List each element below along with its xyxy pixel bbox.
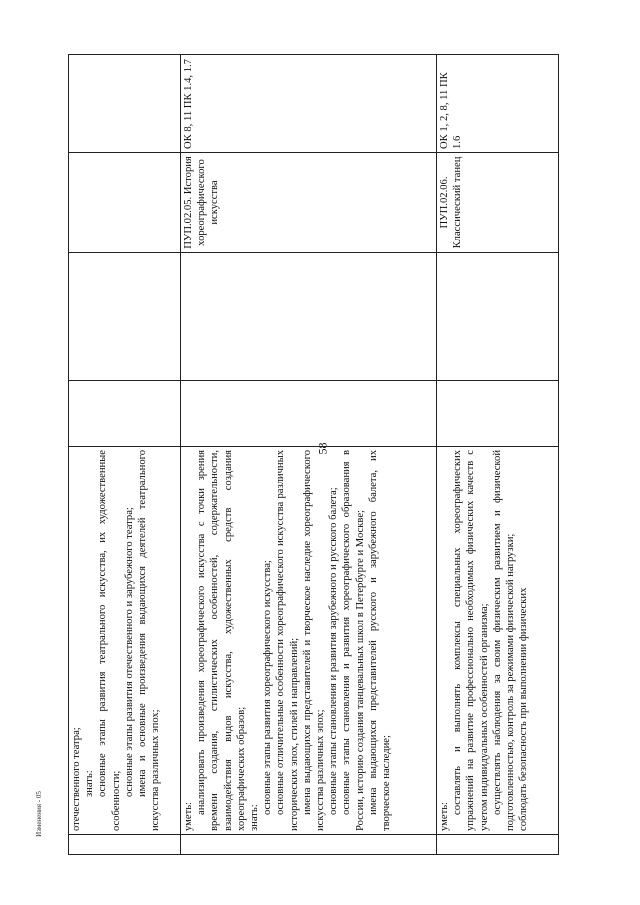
empty-cell (69, 381, 181, 447)
competency-codes-cell: ОК 1, 2, 8, 11 ПК 1.6 (437, 55, 559, 153)
index-cell (69, 835, 181, 855)
page-number: 58 (315, 442, 330, 455)
footer-revision-note: Изменения - 05 (35, 791, 43, 837)
competency-content-cell: уметь: составлять и выполнять комплексы специальных хореографических упражнений на развитие профессионально необходимых физических качеств с учетом индивидуальных особенностей организма; осуществлять наблюдения за своим физическим развитием и физической подготовленностью, контроль за режимами физической нагрузки; соблюдать безопасность при выполнении физических (437, 447, 559, 835)
index-cell (437, 835, 559, 855)
table-row (69, 55, 181, 855)
subject-cell (69, 153, 181, 253)
empty-cell (181, 253, 437, 381)
subject-cell: ПУП.02.06. Классический танец (437, 153, 559, 253)
empty-cell (437, 253, 559, 381)
subject-cell: ПУП.02.05. История хореографического искусства (181, 153, 437, 253)
competency-codes-cell: ОК 8, 11 ПК 1.4, 1.7 (181, 55, 437, 153)
table-row (437, 55, 559, 855)
curriculum-table (68, 54, 559, 855)
rotated-table-wrapper (68, 55, 558, 855)
table-row (181, 55, 437, 855)
index-cell (181, 835, 437, 855)
empty-cell (69, 253, 181, 381)
competency-content-cell: уметь: анализировать произведения хореографического искусства с точки зрения времени создания, стилистических особенностей, содержательности, взаимодействия видов искусства, художественных средств создания хореографических образов; знать: основные этапы развития хореографического искусства; основные отличительные особенности хореографического искусства различных исторических эпох, стилей и направлений; имена выдающихся представителей и творческое наследие хореографического искусства различных эпох; основные этапы становления и развития зарубежного и русского балета; основные этапы становления и развития хореографического образования в России, историю создания танцевальных школ в Петербурге и Москве; имена выдающихся представителей русского и зарубежного балета, их творческое наследие; (181, 447, 437, 835)
empty-cell (181, 381, 437, 447)
empty-cell (437, 381, 559, 447)
competency-codes-cell (69, 55, 181, 153)
competency-content-cell: отечественного театра; знать: основные этапы развития театрального искусства, их художественные особенности; основные этапы развития отечественного и зарубежного театра; имена и основные произведения выдающихся деятелей театрального искусства различных эпох; (69, 447, 181, 835)
